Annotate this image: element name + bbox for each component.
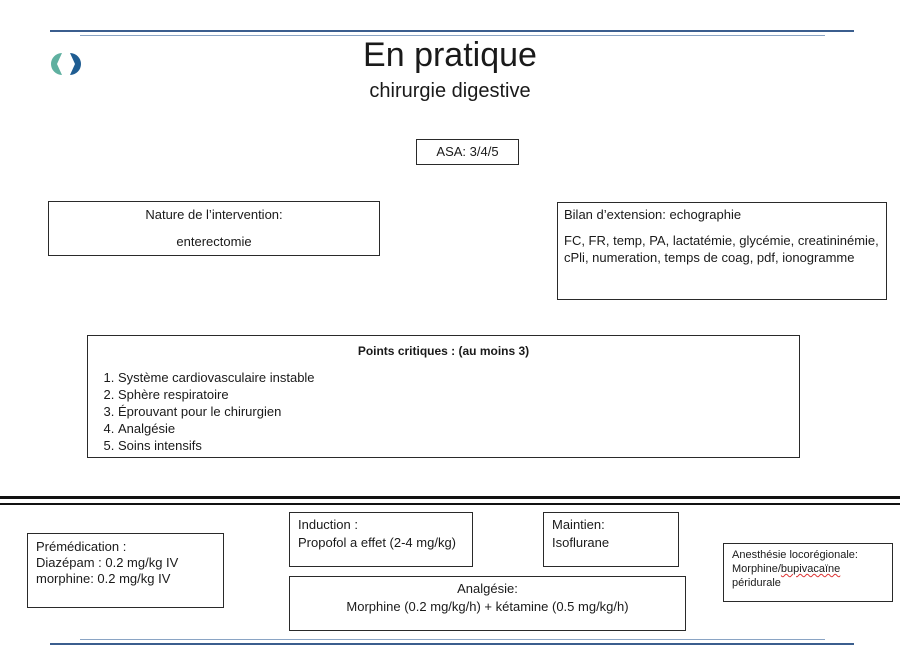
nature-value: enterectomie	[176, 234, 252, 249]
points-critiques-heading: Points critiques : (au moins 3)	[357, 344, 530, 358]
nature-heading: Nature de l’intervention:	[145, 207, 283, 222]
locoregionale-line3: péridurale	[732, 577, 781, 589]
premedication-heading: Prémédication :	[36, 539, 127, 554]
separator-thin	[0, 503, 900, 505]
bottom-rule-thin	[80, 639, 825, 640]
list-item: 2. Sphère respiratoire	[118, 386, 799, 403]
slide-title: En pratique	[363, 36, 537, 74]
bilan-box	[557, 202, 887, 300]
points-critiques-box	[87, 335, 800, 458]
induction-heading: Induction :	[298, 517, 358, 532]
analgesie-heading: Analgésie:	[457, 581, 518, 596]
maintien-heading: Maintien:	[552, 517, 605, 532]
points-critiques-list	[88, 369, 799, 454]
maintien-box	[543, 512, 679, 567]
bilan-body: FC, FR, temp, PA, lactatémie, glycémie, creatininémie, cPli, numeration, temps de coag, pdf, ionogramme	[564, 233, 879, 265]
premedication-line1: Diazépam : 0.2 mg/kg IV	[36, 555, 179, 570]
analgesie-box	[289, 576, 686, 631]
premedication-line2: morphine: 0.2 mg/kg IV	[36, 571, 171, 586]
top-rule	[50, 30, 854, 32]
locoregionale-heading: Anesthésie locorégionale:	[732, 549, 858, 561]
induction-box	[289, 512, 473, 567]
asa-box	[416, 139, 519, 165]
premedication-box	[27, 533, 224, 608]
list-item: 1. Système cardiovasculaire instable	[118, 369, 799, 386]
maintien-value: Isoflurane	[552, 535, 610, 550]
nature-box	[48, 201, 380, 256]
bottom-rule	[50, 643, 854, 645]
locoregionale-line2b: bupivacaïne	[780, 563, 841, 575]
locoregionale-box	[723, 543, 893, 602]
separator-thick	[0, 496, 900, 499]
bilan-heading: Bilan d’extension: echographie	[564, 207, 742, 222]
slide-subtitle: chirurgie digestive	[369, 80, 531, 102]
list-item: 5. Soins intensifs	[118, 437, 799, 454]
analgesie-value: Morphine (0.2 mg/kg/h) + kétamine (0.5 mg/kg/h)	[346, 599, 629, 614]
induction-body: Propofol a effet (2-4 mg/kg)	[298, 535, 457, 550]
locoregionale-line2	[732, 562, 884, 576]
locoregionale-line2a: Morphine/	[732, 563, 781, 575]
list-item: 4. Analgésie	[118, 420, 799, 437]
list-item: 3. Éprouvant pour le chirurgien	[118, 403, 799, 420]
asa-label: ASA: 3/4/5	[436, 144, 499, 159]
